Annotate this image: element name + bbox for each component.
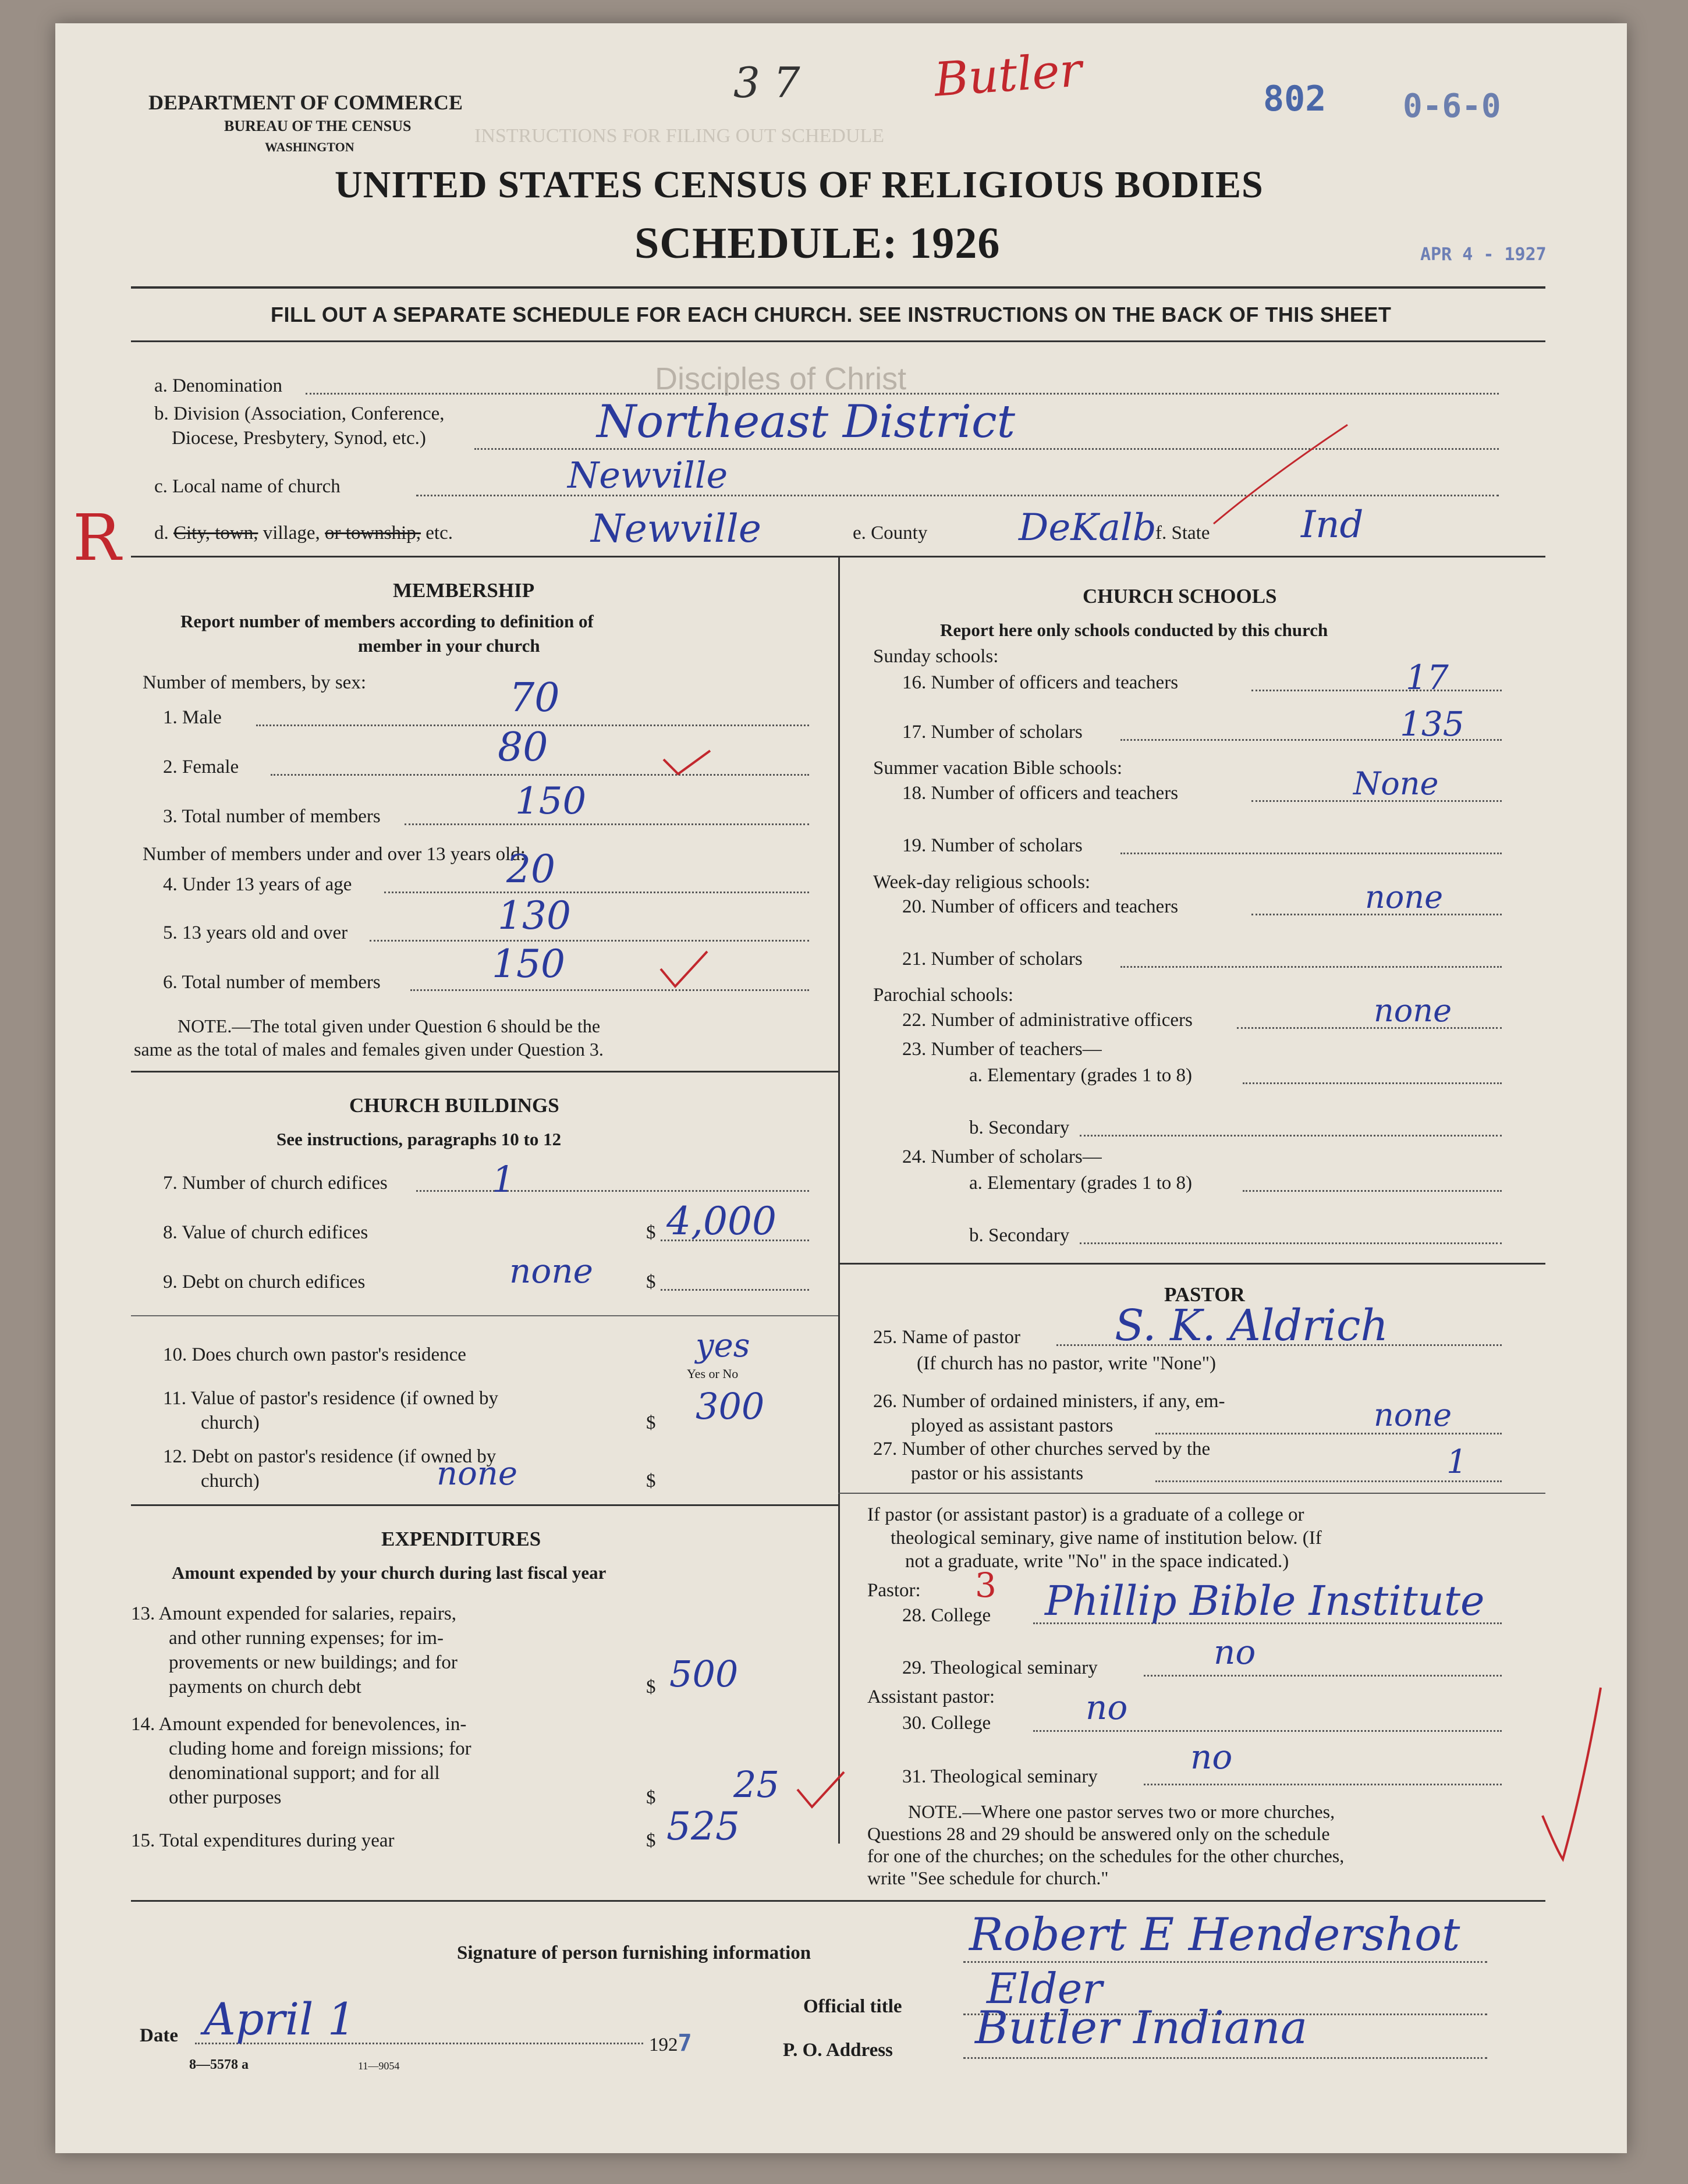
q8-dollar: $ xyxy=(646,1222,656,1243)
q28-value: Phillip Bible Institute xyxy=(1045,1577,1485,1625)
census-schedule-page xyxy=(55,23,1627,2153)
q23b-line xyxy=(1080,1135,1502,1137)
red-margin-mark: R xyxy=(73,500,121,575)
q15-value: 525 xyxy=(666,1804,740,1849)
q25-label: 25. Name of pastor xyxy=(873,1327,1020,1348)
q21-label: 21. Number of scholars xyxy=(902,949,1083,970)
expenditures-intro: Amount expended by your church during last fiscal year xyxy=(172,1562,607,1583)
graduate-note-1: If pastor (or assistant pastor) is a graduate of a college or xyxy=(867,1504,1304,1525)
q13-value: 500 xyxy=(669,1653,739,1695)
address-line xyxy=(963,2057,1487,2059)
q16-label: 16. Number of officers and teachers xyxy=(902,672,1179,693)
q3-label: 3. Total number of members xyxy=(163,806,381,827)
q22-line xyxy=(1237,1027,1502,1029)
official-title-label: Official title xyxy=(803,1996,902,2017)
q6-line xyxy=(410,989,809,991)
q5-line xyxy=(370,940,809,942)
q12-label-2: church) xyxy=(201,1471,260,1491)
q14-line-4: other purposes xyxy=(169,1787,282,1808)
q14-line-1: 14. Amount expended for benevolences, in- xyxy=(131,1714,467,1735)
q3-value: 150 xyxy=(515,780,587,823)
by-sex-label: Number of members, by sex: xyxy=(143,672,366,693)
red-pencil-line-icon xyxy=(1211,419,1350,530)
q15-dollar: $ xyxy=(646,1830,656,1851)
q23b-label: b. Secondary xyxy=(969,1117,1070,1138)
q14-line-3: denominational support; and for all xyxy=(169,1763,440,1784)
q14-value: 25 xyxy=(733,1763,779,1806)
membership-intro-1: Report number of members according to definition of xyxy=(180,611,594,631)
stamp-code: 0-6-0 xyxy=(1403,87,1501,125)
schools-intro: Report here only schools conducted by this church xyxy=(940,620,1328,640)
q25-value: S. K. Aldrich xyxy=(1115,1301,1389,1351)
q31-value: no xyxy=(1190,1737,1233,1777)
parochial-heading: Parochial schools: xyxy=(873,985,1014,1006)
place-label-suffix: etc. xyxy=(425,523,453,544)
q24a-label: a. Elementary (grades 1 to 8) xyxy=(969,1173,1193,1194)
department-name: DEPARTMENT OF COMMERCE xyxy=(148,91,463,114)
q7-value: 1 xyxy=(492,1158,515,1201)
q3-line xyxy=(405,823,809,825)
q29-label: 29. Theological seminary xyxy=(902,1657,1098,1678)
pastor-subheading: Pastor: xyxy=(867,1580,921,1601)
red-margin-3: 3 xyxy=(975,1565,997,1605)
q4-line xyxy=(384,892,809,893)
schools-rule xyxy=(838,1263,1545,1265)
q7-line xyxy=(416,1190,809,1192)
footer-rule xyxy=(131,1900,1545,1902)
expenditures-heading: EXPENDITURES xyxy=(381,1528,541,1550)
bleed-through-text: INSTRUCTIONS FOR FILING OUT SCHEDULE xyxy=(474,125,884,147)
q13-dollar: $ xyxy=(646,1677,656,1698)
division-value: Northeast District xyxy=(597,396,1016,448)
pastor-heading: PASTOR xyxy=(1164,1283,1245,1306)
weekday-heading: Week-day religious schools: xyxy=(873,872,1091,893)
q12-dollar: $ xyxy=(646,1471,656,1491)
q9-label: 9. Debt on church edifices xyxy=(163,1272,366,1292)
q16-value: 17 xyxy=(1406,658,1449,697)
q10-value: yes xyxy=(696,1327,750,1365)
q19-line xyxy=(1120,853,1502,854)
year-prefix: 192 xyxy=(649,2034,678,2055)
q31-label: 31. Theological seminary xyxy=(902,1766,1098,1787)
denomination-label: a. Denomination xyxy=(154,375,282,396)
q13-line-4: payments on church debt xyxy=(169,1677,361,1698)
q25-hint: (If church has no pastor, write "None") xyxy=(917,1353,1217,1374)
state-label: f. State xyxy=(1155,523,1210,544)
q2-value: 80 xyxy=(498,725,548,770)
q13-line-3: provements or new buildings; and for xyxy=(169,1652,458,1673)
denomination-line xyxy=(306,393,1499,395)
schedule-year: SCHEDULE: 1926 xyxy=(634,219,1001,268)
place-label-struck-city: City, town, xyxy=(173,523,258,544)
q11-value: 300 xyxy=(696,1385,765,1427)
year-value xyxy=(649,2030,692,2057)
q15-label: 15. Total expenditures during year xyxy=(131,1830,395,1851)
q27-line-1: 27. Number of other churches served by the xyxy=(873,1439,1211,1459)
q14-line-2: cluding home and foreign missions; for xyxy=(169,1738,471,1759)
header-rule-2 xyxy=(131,340,1545,342)
buildings-rule xyxy=(131,1504,838,1506)
received-date-stamp: APR 4 - 1927 xyxy=(1420,244,1547,265)
q22-label: 22. Number of administrative officers xyxy=(902,1010,1193,1031)
q29-line xyxy=(1144,1675,1502,1677)
q12-value: none xyxy=(437,1455,517,1493)
local-name-value: Newville xyxy=(568,454,728,496)
county-label: e. County xyxy=(853,523,928,544)
q23-label: 23. Number of teachers— xyxy=(902,1039,1102,1060)
q13-line-1: 13. Amount expended for salaries, repairs, xyxy=(131,1603,457,1624)
column-divider xyxy=(838,557,840,1844)
schools-heading: CHURCH SCHOOLS xyxy=(1083,585,1277,608)
q18-value: None xyxy=(1353,765,1439,802)
q10-hint: Yes or No xyxy=(687,1366,739,1381)
q2-line xyxy=(271,774,809,776)
place-label-prefix: d. xyxy=(154,523,169,544)
header-rule xyxy=(131,286,1545,289)
membership-intro-2: member in your church xyxy=(358,635,540,656)
county-value: DeKalb xyxy=(1019,506,1157,549)
age-heading: Number of members under and over 13 years old: xyxy=(143,844,526,865)
membership-rule xyxy=(131,1071,838,1073)
q14-dollar: $ xyxy=(646,1787,656,1808)
q30-label: 30. College xyxy=(902,1713,991,1734)
membership-note-2: same as the total of males and females given under Question 3. xyxy=(134,1039,604,1060)
red-tick-icon-total xyxy=(658,949,710,989)
pastor-mid-rule xyxy=(838,1493,1545,1494)
assistant-subheading: Assistant pastor: xyxy=(867,1686,995,1707)
q23a-label: a. Elementary (grades 1 to 8) xyxy=(969,1065,1193,1086)
signature-line xyxy=(963,1961,1487,1963)
q9-line xyxy=(661,1289,809,1291)
q20-value: none xyxy=(1365,879,1444,915)
q2-label: 2. Female xyxy=(163,757,239,777)
form-number: 8—5578 a xyxy=(189,2057,249,2072)
red-check-mark-icon xyxy=(1537,1682,1607,1868)
q4-value: 20 xyxy=(506,847,555,892)
handwritten-number: 3 7 xyxy=(733,58,800,107)
buildings-mid-rule xyxy=(131,1315,838,1316)
fill-out-instruction: FILL OUT A SEPARATE SCHEDULE FOR EACH CHURCH. SEE INSTRUCTIONS ON THE BACK OF THIS SHEET xyxy=(271,303,1392,326)
membership-heading: MEMBERSHIP xyxy=(393,579,535,602)
local-name-label: c. Local name of church xyxy=(154,476,341,497)
address-value: Butler Indiana xyxy=(975,2002,1308,2054)
form-title: UNITED STATES CENSUS OF RELIGIOUS BODIES xyxy=(335,164,1264,206)
place-label xyxy=(154,523,453,544)
official-title-value: Elder xyxy=(987,1964,1102,2013)
q10-label: 10. Does church own pastor's residence xyxy=(163,1344,466,1365)
q8-label: 8. Value of church edifices xyxy=(163,1222,368,1243)
q5-label: 5. 13 years old and over xyxy=(163,922,348,943)
q23a-line xyxy=(1243,1082,1502,1084)
stamp-number: 802 xyxy=(1263,79,1327,119)
q24a-line xyxy=(1243,1190,1502,1192)
place-label-village: village, xyxy=(263,523,320,544)
membership-note-1: NOTE.—The total given under Question 6 should be the xyxy=(178,1015,601,1036)
signature-label: Signature of person furnishing information xyxy=(457,1942,811,1963)
q16-line xyxy=(1251,690,1502,691)
q8-value: 4,000 xyxy=(666,1199,776,1244)
q27-line-2: pastor or his assistants xyxy=(911,1463,1084,1484)
q29-value: no xyxy=(1214,1632,1256,1672)
place-label-struck-township: or township, xyxy=(325,523,421,544)
address-label: P. O. Address xyxy=(783,2040,893,2061)
q7-label: 7. Number of church edifices xyxy=(163,1173,388,1194)
print-number: 11—9054 xyxy=(358,2060,400,2072)
buildings-see-note: See instructions, paragraphs 10 to 12 xyxy=(276,1129,562,1149)
q9-dollar: $ xyxy=(646,1272,656,1292)
graduate-note-3: not a graduate, write "No" in the space indicated.) xyxy=(905,1551,1289,1572)
buildings-heading: CHURCH BUILDINGS xyxy=(349,1094,559,1117)
q22-value: none xyxy=(1374,992,1452,1029)
q24b-line xyxy=(1080,1242,1502,1244)
state-value: Ind xyxy=(1301,503,1364,546)
q21-line xyxy=(1120,966,1502,968)
signature-value: Robert E Hendershot xyxy=(969,1909,1460,1961)
red-tick-icon-benevolence xyxy=(795,1769,847,1810)
q20-label: 20. Number of officers and teachers xyxy=(902,896,1179,917)
q11-label-2: church) xyxy=(201,1412,260,1433)
q9-value: none xyxy=(509,1251,593,1291)
date-value: April 1 xyxy=(204,1993,356,2045)
year-digit-stamp: 7 xyxy=(678,2030,692,2057)
q19-label: 19. Number of scholars xyxy=(902,835,1083,856)
q24-label: 24. Number of scholars— xyxy=(902,1146,1102,1167)
city-name: WASHINGTON xyxy=(265,140,354,154)
q27-value: 1 xyxy=(1446,1443,1467,1481)
q28-label: 28. College xyxy=(902,1605,991,1626)
q18-label: 18. Number of officers and teachers xyxy=(902,783,1179,804)
bureau-name: BUREAU OF THE CENSUS xyxy=(224,118,412,134)
q24b-label: b. Secondary xyxy=(969,1225,1070,1246)
q6-label: 6. Total number of members xyxy=(163,972,381,993)
division-label-line1: b. Division (Association, Conference, xyxy=(154,403,445,424)
q31-line xyxy=(1144,1784,1502,1785)
graduate-note-2: theological seminary, give name of institution below. (If xyxy=(891,1528,1322,1549)
q17-value: 135 xyxy=(1400,704,1464,744)
pastor-note-3: for one of the churches; on the schedules for the other churches, xyxy=(867,1845,1345,1866)
q26-value: none xyxy=(1374,1397,1452,1433)
sunday-heading: Sunday schools: xyxy=(873,646,999,667)
q26-line-1: 26. Number of ordained ministers, if any, em- xyxy=(873,1391,1225,1412)
date-label: Date xyxy=(140,2025,178,2046)
q11-dollar: $ xyxy=(646,1412,656,1433)
pastor-note-4: write "See schedule for church." xyxy=(867,1867,1109,1888)
pastor-note-2: Questions 28 and 29 should be answered only on the schedule xyxy=(867,1823,1330,1844)
q1-value: 70 xyxy=(509,675,560,721)
q30-value: no xyxy=(1086,1688,1128,1727)
handwritten-town-name: Butler xyxy=(932,42,1084,107)
q11-label-1: 11. Value of pastor's residence (if owned by xyxy=(163,1388,498,1409)
red-tick-icon-female xyxy=(661,748,713,777)
q17-label: 17. Number of scholars xyxy=(902,722,1083,743)
pastor-note-1: NOTE.—Where one pastor serves two or more churches, xyxy=(908,1801,1335,1822)
q26-line-2: ployed as assistant pastors xyxy=(911,1415,1113,1436)
q1-label: 1. Male xyxy=(163,707,222,728)
q6-value: 150 xyxy=(492,942,565,986)
summer-heading: Summer vacation Bible schools: xyxy=(873,758,1123,779)
q4-label: 4. Under 13 years of age xyxy=(163,874,352,895)
q5-value: 130 xyxy=(498,893,571,938)
q12-label-1: 12. Debt on pastor's residence (if owned by xyxy=(163,1446,497,1467)
place-value: Newville xyxy=(591,506,761,551)
q13-line-2: and other running expenses; for im- xyxy=(169,1628,444,1649)
q30-line xyxy=(1033,1730,1502,1732)
division-label-line2: Diocese, Presbytery, Synod, etc.) xyxy=(172,428,426,449)
denomination-faint-value: Disciples of Christ xyxy=(655,361,907,396)
